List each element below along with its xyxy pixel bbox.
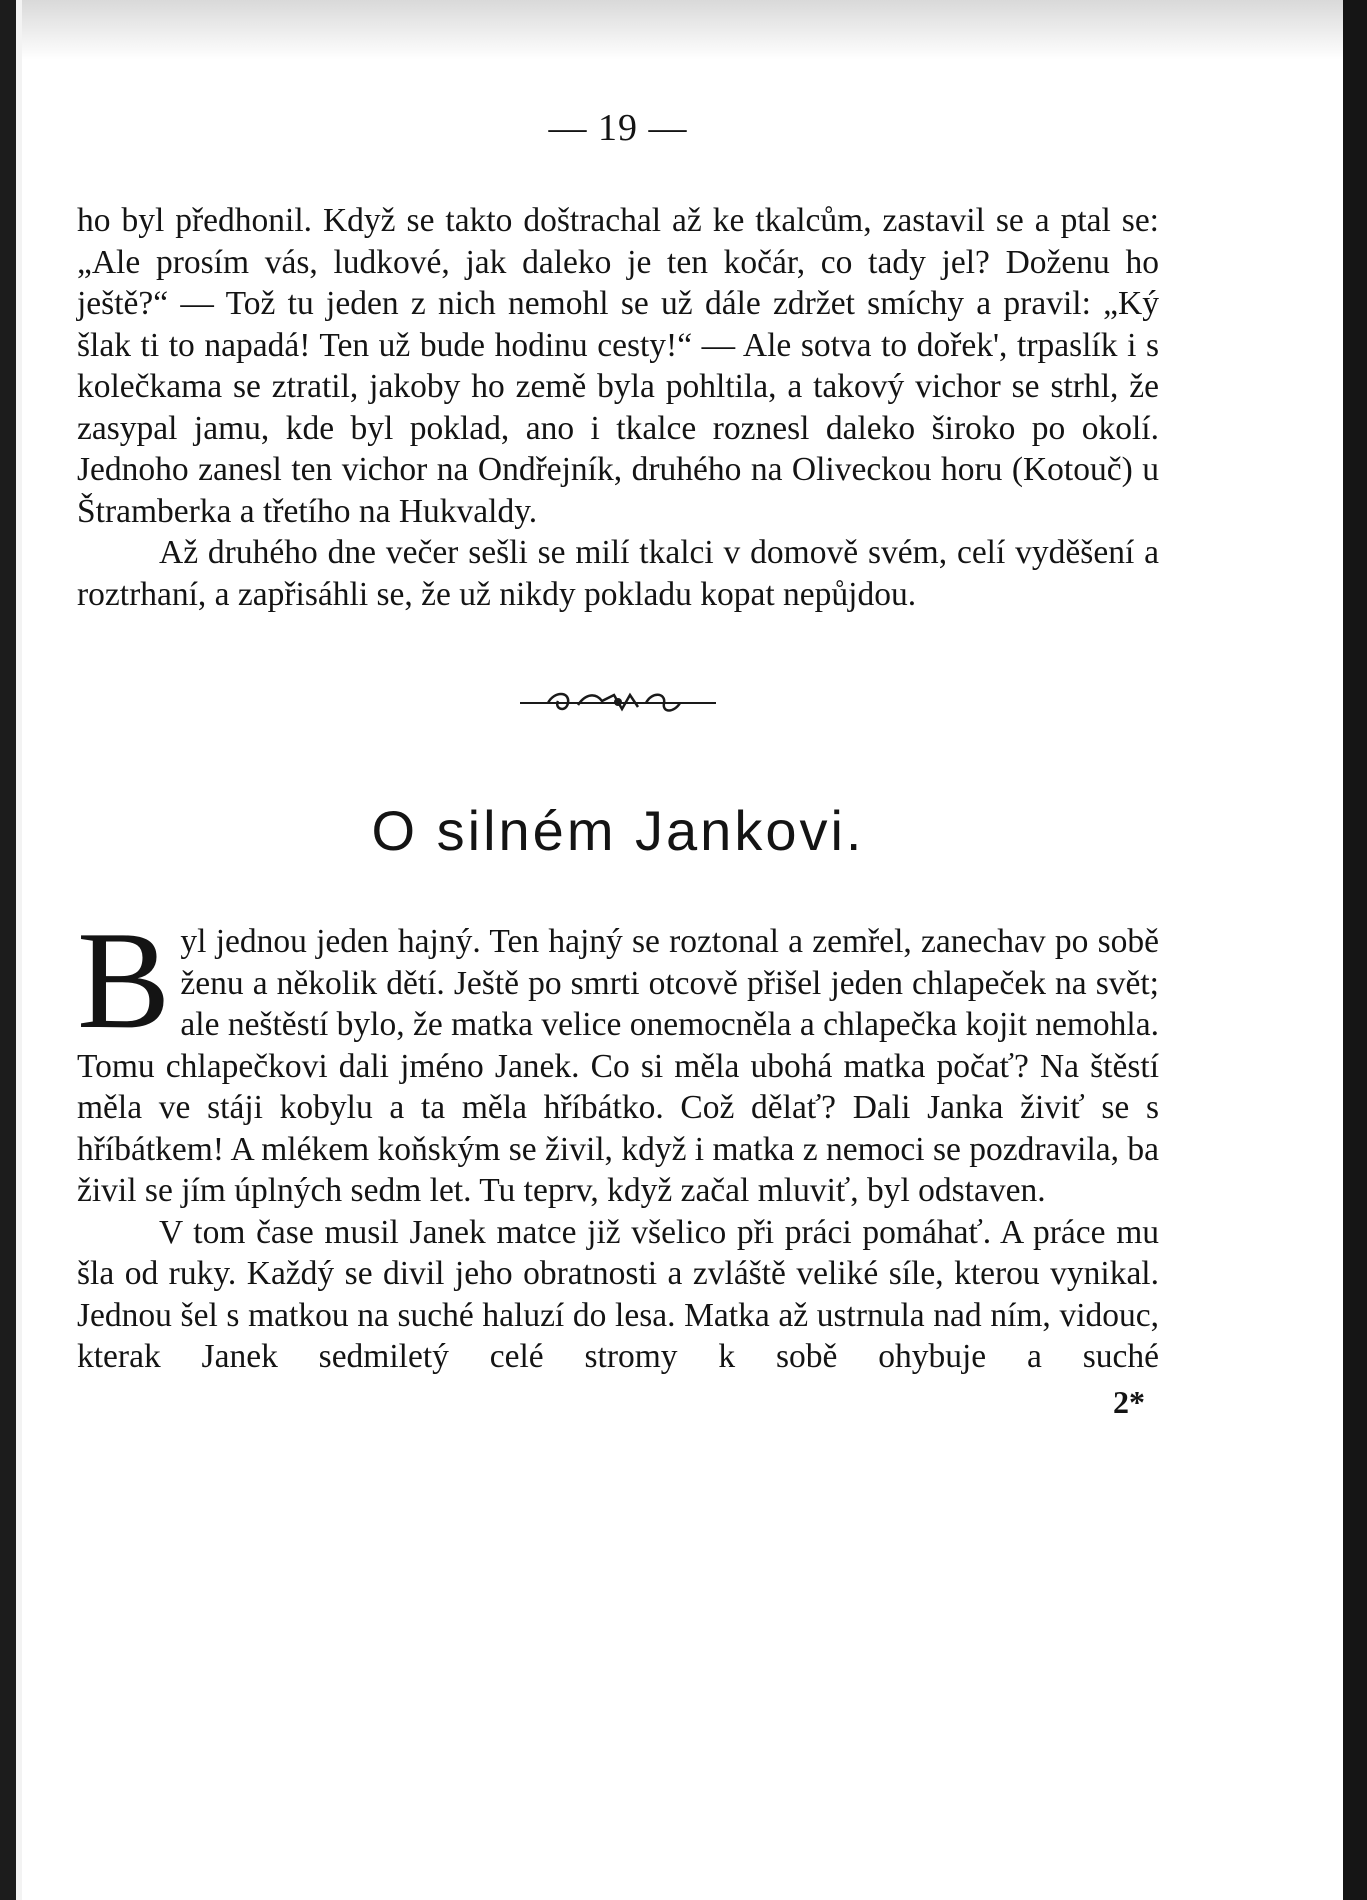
- first-paragraph: [77, 903, 1159, 1212]
- ornament-divider: [518, 687, 718, 717]
- scan-top-shade: [22, 0, 1343, 60]
- paragraph: V tom čase musil Janek matce již všelico při práci pomáhať. A práce mu šla od ruky. Každý se divil jeho obratnosti a zvláště veliké síle, kterou vynikal. Jednou šel s matkou na suché haluzí do lesa. Matka až ustrnula nad ním, vidouc, kterak Janek sedmiletý celé stromy k sobě ohybuje a suché: [77, 1213, 1159, 1375]
- previous-story-ending: [77, 200, 1159, 615]
- scan-right-edge: [1343, 0, 1367, 1900]
- story-body: [77, 903, 1159, 1421]
- paragraph: ho byl předhonil. Když se takto doštrachal až ke tkalcům, zastavil se a ptal se: „Ale prosím vás, ludkové, jak daleko je ten kočár, co tady jel? Doženu ho ještě?“ — Tož tu jeden z nich nemohl se už dále zdržet smíchy a pravil: „Ký šlak ti to napadá! Ten už bude hodinu cesty!“ — Ale sotva to dořek', trpaslík i s kolečkama se ztratil, jakoby ho země byla pohltila, a takový vichor se strhl, že zasypal jamu, kde byl poklad, ano i tkalce roznesl daleko široko po okolí. Jednoho zanesl ten vichor na Ondřejník, druhého na Oliveckou horu (Kotouč) u Štramberka a třetího na Hukvaldy.: [77, 202, 1159, 530]
- page-number: — 19 —: [548, 107, 688, 149]
- book-page: [77, 104, 1159, 1421]
- scan-left-gap: [16, 0, 22, 1900]
- signature-mark: 2*: [1113, 1383, 1145, 1420]
- drop-cap: B: [77, 903, 171, 1058]
- paragraph: yl jednou jeden hajný. Ten hajný se roztonal a zemřel, zanechav po sobě ženu a několik dětí. Ještě po smrti otcově přišel jeden chlapeček na svět; ale neštěstí bylo, že matka velice onemocněla a chlapečka kojit nemohla. Tomu chlapečkovi dali jméno Janek. Co si měla ubohá matka počať? Na štěstí měla ve stáji kobylu a ta měla hříbátko. Což dělať? Dali Janka živiť se s hříbátkem! A mlékem koňským se živil, když i matka z nemoci se pozdravila, ba živil se jím úplných sedm let. Tu teprv, když začal mluviť, byl odstaven.: [77, 923, 1159, 1209]
- scan-left-edge: [0, 0, 16, 1900]
- paragraph: Až druhého dne večer sešli se milí tkalci v domově svém, celí vyděšení a roztrhaní, a zapřisáhli se, že už nikdy pokladu kopat nepůjdou.: [77, 534, 1159, 613]
- story-title: O silném Jankovi.: [371, 799, 865, 862]
